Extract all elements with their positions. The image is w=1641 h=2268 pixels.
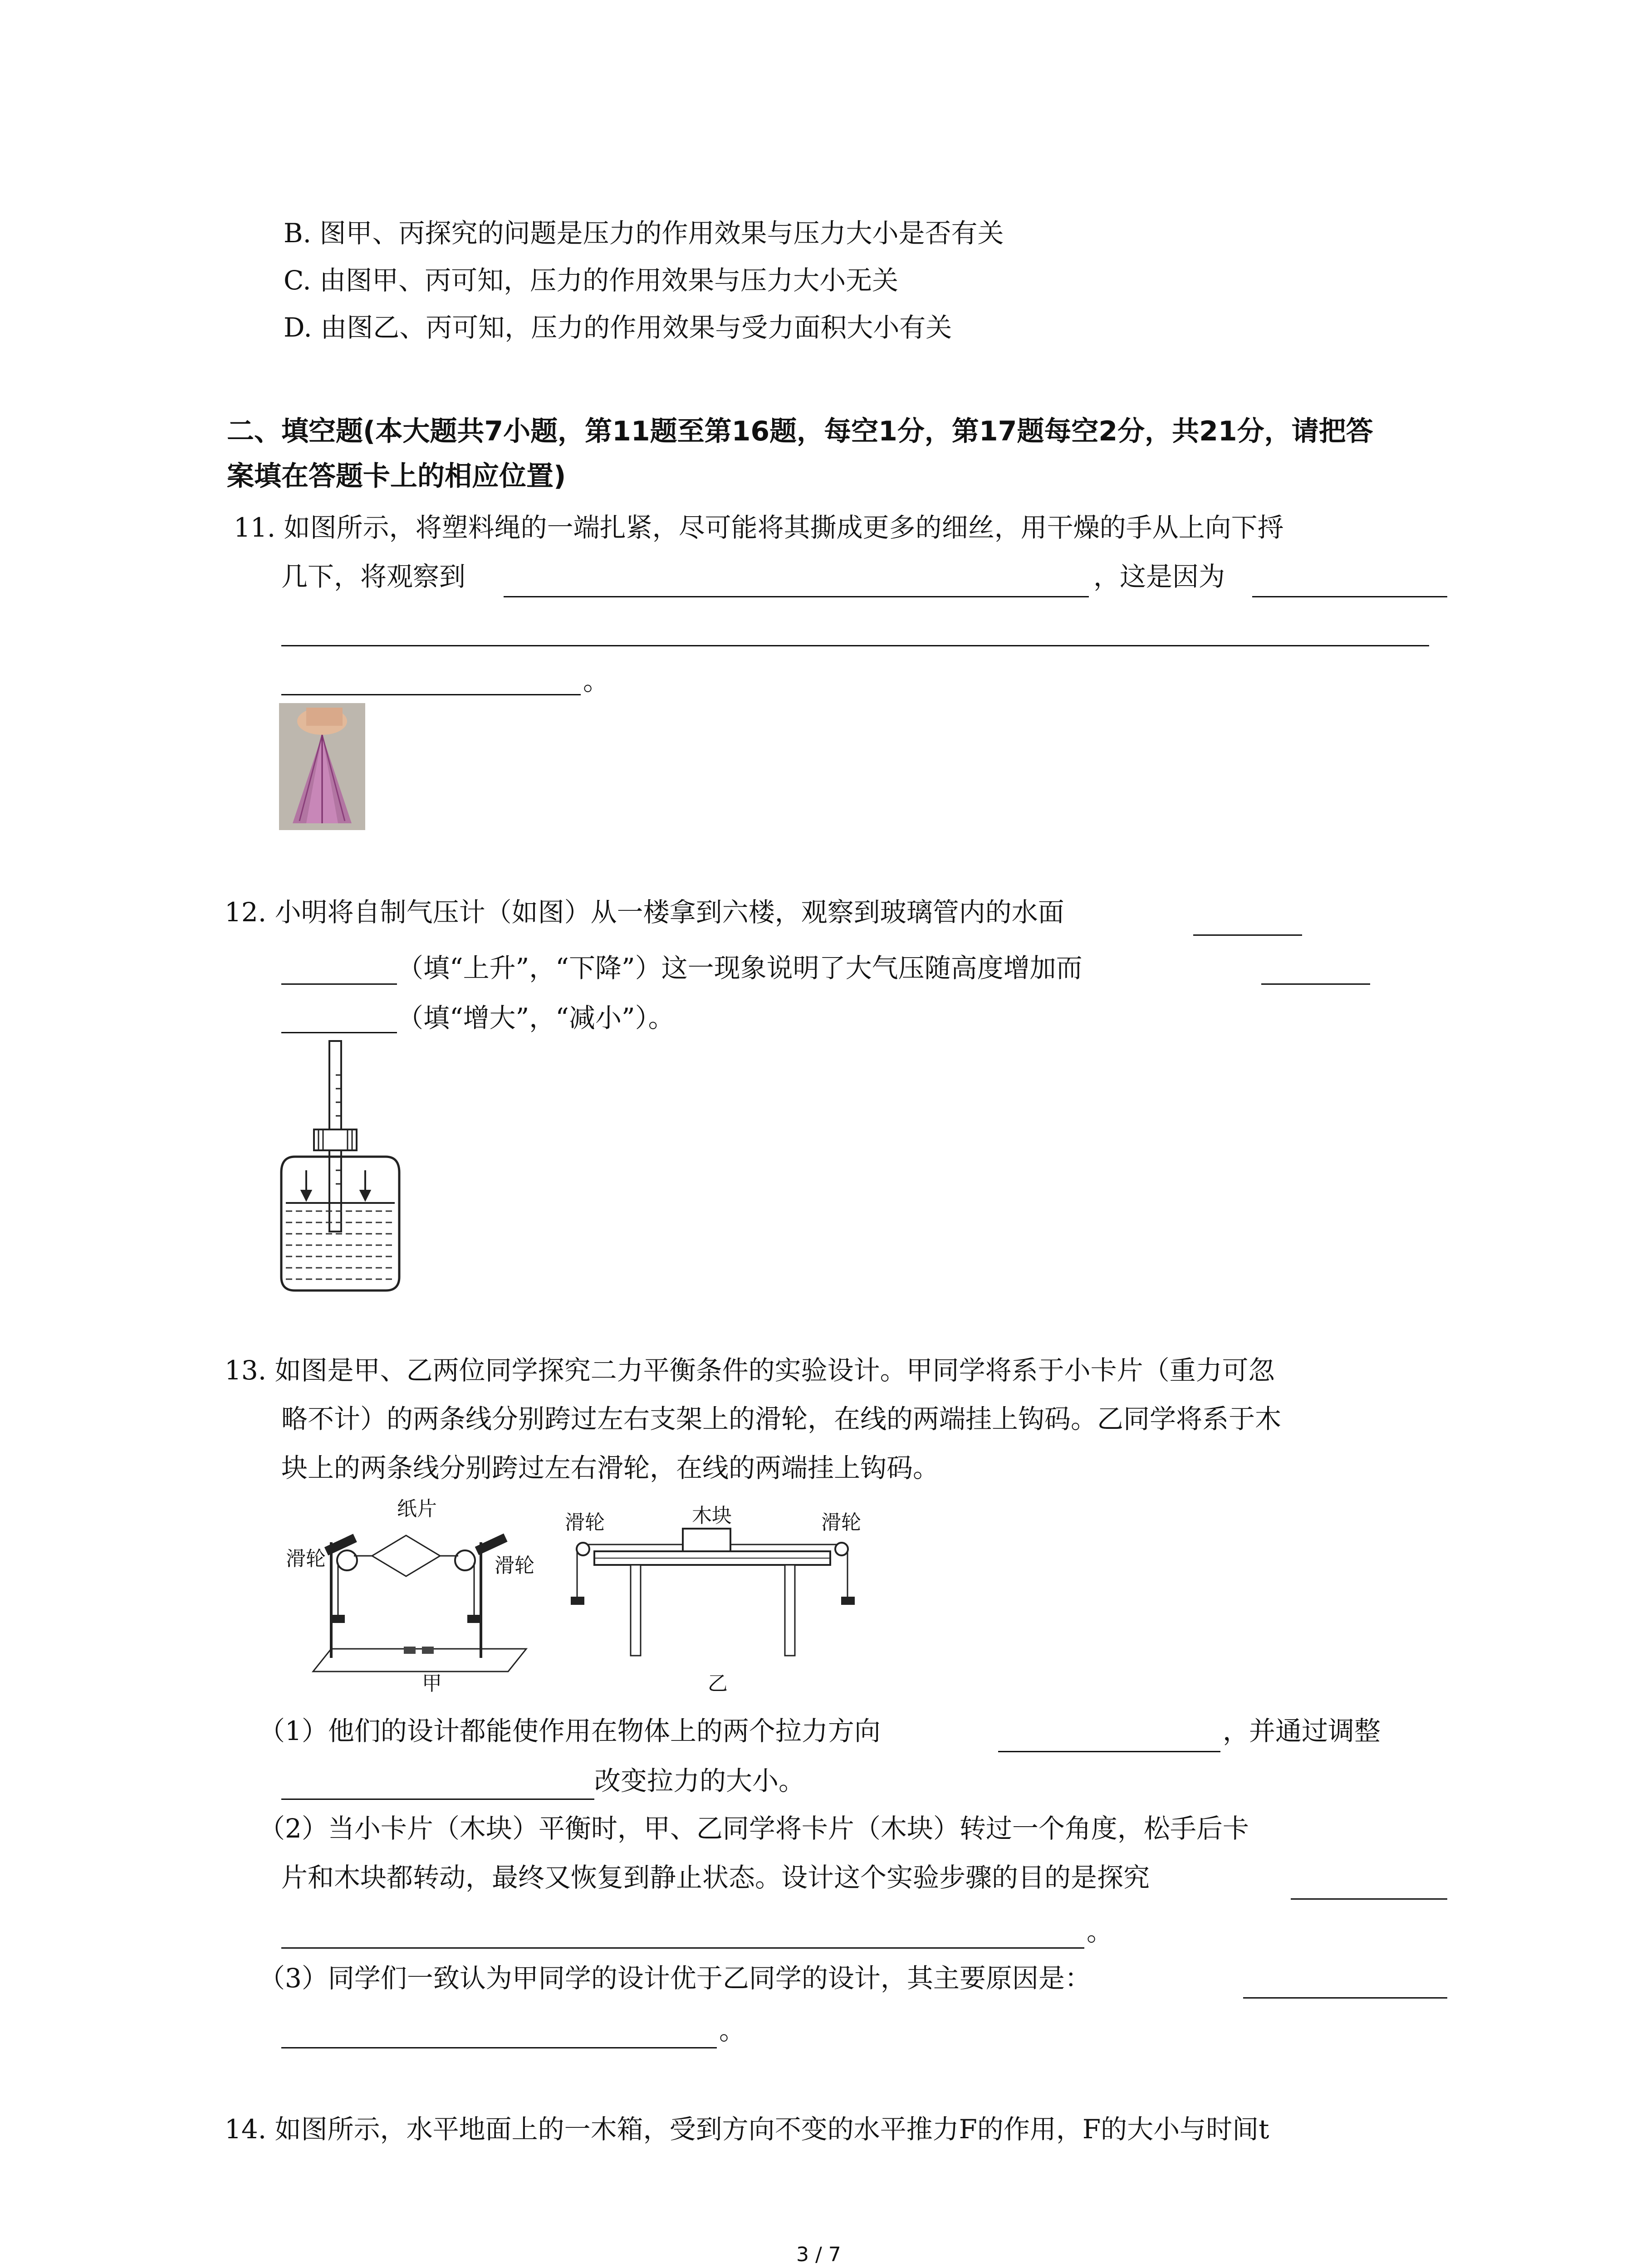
label-paper: 纸片 [397,1497,437,1520]
q12-blank2-end[interactable] [281,1032,397,1033]
q11-blank2-end[interactable] [281,694,581,695]
option-c: C. 由图甲、丙可知，压力的作用效果与压力大小无关 [284,265,899,296]
q11-line2-a: 几下，将观察到 [281,561,466,592]
section-heading-line2: 案填在答题卡上的相应位置) [227,460,566,492]
q13-line1: 13. 如图是甲、乙两位同学探究二力平衡条件的实验设计。甲同学将系于小卡片（重力可忽 [225,1355,1275,1386]
q13-sub3-end: 。 [719,2015,746,2046]
q12-blank1-end[interactable] [281,983,397,985]
q11-blank1[interactable] [504,596,1089,597]
q11-blank2-start[interactable] [1252,596,1447,597]
label-block: 木块 [692,1504,732,1527]
label-pulley-b-left: 滑轮 [565,1511,605,1534]
q13-sub1-blank2[interactable] [281,1799,594,1800]
q11-line1: 11. 如图所示，将塑料绳的一端扎紧，尽可能将其撕成更多的细丝，用干燥的手从上向下捋 [234,512,1284,543]
option-d: D. 由图乙、丙可知，压力的作用效果与受力面积大小有关 [284,312,952,343]
q13-sub3-blank-start[interactable] [1243,1997,1447,1999]
option-b: B. 图甲、丙探究的问题是压力的作用效果与压力大小是否有关 [284,218,1004,249]
section-heading-line1: 二、填空题(本大题共7小题，第11题至第16题，每空1分，第17题每空2分，共21分，请把答 [227,415,1373,447]
q13-sub2-blank-end[interactable] [281,1947,1084,1949]
q13-sub3-line1: （3）同学们一致认为甲同学的设计优于乙同学的设计，其主要原因是： [259,1963,1091,1994]
figure-yi [558,1492,867,1695]
q11-line2-b: ，这是因为 [1093,561,1225,592]
label-jia: 甲 [422,1672,442,1695]
label-pulley-left: 滑轮 [286,1547,326,1570]
q13-sub1-b: ，并通过调整 [1223,1716,1381,1746]
label-pulley-right: 滑轮 [495,1554,534,1577]
q13-sub1-c: 改变拉力的大小。 [594,1765,805,1796]
q12-line1: 12. 小明将自制气压计（如图）从一楼拿到六楼，观察到玻璃管内的水面 [225,897,1064,928]
q13-sub3-blank-end[interactable] [281,2047,717,2048]
q13-sub2-blank-start[interactable] [1291,1898,1447,1900]
q12-line2: （填“上升”，“下降”）这一现象说明了大气压随高度增加而 [397,953,1083,983]
q12-line3: （填“增大”，“减小”）。 [397,1002,675,1033]
q13-line3: 块上的两条线分别跨过左右滑轮，在线的两端挂上钩码。 [281,1452,940,1483]
figure-jia [281,1492,540,1695]
rope-photo [279,703,365,830]
q12-blank1-start[interactable] [1193,934,1302,936]
label-yi: 乙 [708,1672,728,1695]
q11-blank2-cont[interactable] [281,645,1429,646]
q13-sub2-line1: （2）当小卡片（木块）平衡时，甲、乙同学将卡片（木块）转过一个角度，松手后卡 [259,1813,1249,1844]
q13-sub1-blank1[interactable] [998,1751,1220,1752]
q14-line1: 14. 如图所示，水平地面上的一木箱，受到方向不变的水平推力F的作用，F的大小与时间t [225,2114,1269,2145]
label-pulley-b-right: 滑轮 [821,1511,861,1534]
q13-sub1-a: （1）他们的设计都能使作用在物体上的两个拉力方向 [259,1716,881,1746]
q12-blank2-start[interactable] [1261,983,1370,985]
q13-line2: 略不计）的两条线分别跨过左右支架上的滑轮，在线的两端挂上钩码。乙同学将系于木 [281,1403,1282,1434]
q11-end: 。 [583,665,610,696]
q13-sub2-end: 。 [1087,1916,1113,1947]
page-number: 3 / 7 [796,2243,841,2266]
q13-sub2-line2: 片和木块都转动，最终又恢复到静止状态。设计这个实验步骤的目的是探究 [281,1862,1150,1893]
barometer-figure [277,1039,404,1293]
